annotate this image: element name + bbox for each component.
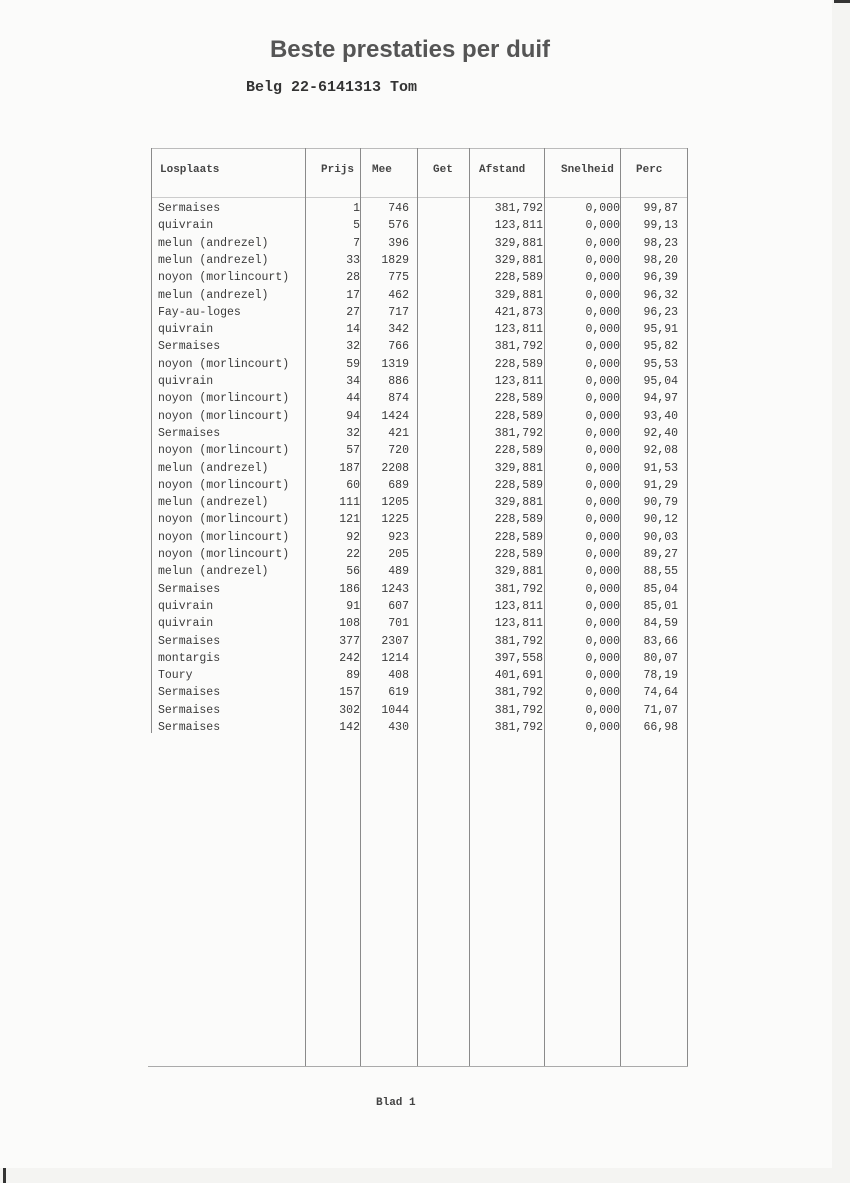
cell-perc: 95,53 [643,357,678,371]
cell-afstand: 123,811 [494,375,543,388]
cell-afstand: 381,792 [494,634,543,648]
cell-perc: 71,07 [643,703,678,717]
cell-losplaats: noyon (morlincourt) [158,444,290,458]
cell-mee: 2208 [381,461,409,475]
page-title: Beste prestaties per duif [269,36,551,63]
cell-snelheid: 0,000 [585,253,620,267]
cell-afstand: 381,792 [494,340,543,354]
cell-prijs: 17 [346,288,360,302]
header-rule [151,197,687,198]
cell-losplaats: noyon (morlincourt) [158,392,290,406]
table-row [148,565,688,582]
cell-afstand: 123,811 [494,219,543,233]
cell-mee: 421 [388,426,409,440]
cell-mee: 1243 [381,582,409,596]
cell-perc: 95,82 [643,340,678,354]
cell-mee: 489 [388,565,409,579]
table-row [148,548,688,565]
cell-prijs: 60 [346,478,360,492]
cell-losplaats: melun (andrezel) [158,288,269,302]
cell-losplaats: melun (andrezel) [158,236,269,250]
cell-mee: 342 [388,323,409,337]
cell-afstand: 228,589 [494,513,543,527]
cell-snelheid: 0,000 [585,686,620,700]
cell-afstand: 397,558 [494,651,543,665]
cell-prijs: 57 [346,444,360,458]
cell-mee: 462 [388,288,409,302]
cell-perc: 83,66 [643,634,678,648]
cell-losplaats: Sermaises [158,721,221,734]
cell-perc: 99,13 [643,219,678,233]
cell-snelheid: 0,000 [585,634,620,648]
results-table [148,148,688,1068]
cell-mee: 2307 [381,634,409,648]
cell-afstand: 228,589 [494,392,543,406]
cell-prijs: 28 [346,271,360,285]
cell-mee: 717 [388,305,409,319]
cell-snelheid: 0,000 [585,202,620,215]
cell-losplaats: noyon (morlincourt) [158,478,290,492]
cell-snelheid: 0,000 [585,721,620,734]
cell-prijs: 27 [346,305,360,319]
table-row [148,254,688,271]
cell-mee: 923 [388,530,409,544]
cell-perc: 95,91 [643,323,678,337]
table-row [148,202,688,219]
cell-mee: 720 [388,444,409,458]
cell-losplaats: noyon (morlincourt) [158,357,290,371]
table-row [148,375,688,392]
table-row [148,600,688,617]
cell-prijs: 1 [353,202,360,215]
table-row [148,323,688,340]
cell-snelheid: 0,000 [585,478,620,492]
table-top-rule [151,148,687,149]
cell-losplaats: Sermaises [158,340,221,354]
cell-perc: 85,01 [643,599,678,613]
cell-perc: 98,23 [643,236,678,250]
table-row [148,635,688,652]
cell-snelheid: 0,000 [585,703,620,717]
cell-afstand: 123,811 [494,323,543,337]
table-row [148,444,688,461]
cell-prijs: 33 [346,253,360,267]
cell-snelheid: 0,000 [585,444,620,458]
cell-afstand: 228,589 [494,444,543,458]
cell-prijs: 186 [339,582,360,596]
cell-snelheid: 0,000 [585,669,620,683]
cell-losplaats: Fay-au-loges [158,305,241,319]
cell-afstand: 401,691 [494,669,543,683]
cell-perc: 89,27 [643,548,678,561]
cell-snelheid: 0,000 [585,461,620,475]
cell-afstand: 381,792 [494,721,543,734]
cell-afstand: 228,589 [494,271,543,285]
cell-losplaats: quivrain [158,599,214,613]
cell-losplaats: Sermaises [158,703,221,717]
cell-perc: 90,79 [643,496,678,510]
cell-afstand: 381,792 [494,582,543,596]
scan-edge-mark [3,1168,6,1183]
cell-losplaats: Sermaises [158,634,221,648]
table-row [148,652,688,669]
cell-perc: 78,19 [643,669,678,683]
cell-losplaats: Sermaises [158,686,221,700]
cell-prijs: 142 [339,721,360,734]
cell-prijs: 5 [353,219,360,233]
cell-snelheid: 0,000 [585,617,620,631]
cell-afstand: 329,881 [494,288,543,302]
cell-mee: 775 [388,271,409,285]
table-row [148,219,688,236]
table-row [148,392,688,409]
cell-mee: 430 [388,721,409,734]
cell-prijs: 14 [346,323,360,337]
cell-mee: 396 [388,236,409,250]
cell-snelheid: 0,000 [585,513,620,527]
cell-losplaats: quivrain [158,617,214,631]
header-perc: Perc [636,164,663,176]
table-row [148,427,688,444]
cell-prijs: 7 [353,236,360,250]
cell-mee: 619 [388,686,409,700]
scan-edge-mark [834,0,850,3]
page-number: Blad 1 [376,1097,416,1109]
cell-losplaats: Toury [158,669,193,683]
cell-mee: 1829 [381,253,409,267]
cell-mee: 1214 [381,651,409,665]
table-row [148,496,688,513]
cell-mee: 408 [388,669,409,683]
cell-snelheid: 0,000 [585,409,620,423]
cell-afstand: 228,589 [494,409,543,423]
cell-snelheid: 0,000 [585,236,620,250]
cell-perc: 85,04 [643,582,678,596]
cell-mee: 576 [388,219,409,233]
cell-losplaats: quivrain [158,323,214,337]
cell-losplaats: Sermaises [158,426,221,440]
cell-prijs: 187 [339,461,360,475]
cell-perc: 74,64 [643,686,678,700]
cell-mee: 886 [388,375,409,388]
cell-snelheid: 0,000 [585,323,620,337]
cell-snelheid: 0,000 [585,496,620,510]
cell-afstand: 329,881 [494,565,543,579]
cell-perc: 96,32 [643,288,678,302]
header-snelheid: Snelheid [561,164,614,176]
cell-afstand: 381,792 [494,426,543,440]
cell-losplaats: noyon (morlincourt) [158,271,290,285]
cell-prijs: 157 [339,686,360,700]
cell-perc: 91,53 [643,461,678,475]
table-row [148,686,688,703]
table-row [148,271,688,288]
cell-afstand: 228,589 [494,548,543,561]
cell-losplaats: melun (andrezel) [158,496,269,510]
cell-losplaats: melun (andrezel) [158,565,269,579]
cell-losplaats: quivrain [158,375,214,388]
cell-losplaats: Sermaises [158,582,221,596]
cell-losplaats: melun (andrezel) [158,253,269,267]
header-losplaats: Losplaats [160,164,220,176]
cell-snelheid: 0,000 [585,651,620,665]
cell-perc: 80,07 [643,651,678,665]
cell-afstand: 329,881 [494,236,543,250]
header-mee: Mee [372,164,392,176]
cell-mee: 874 [388,392,409,406]
cell-snelheid: 0,000 [585,340,620,354]
cell-perc: 90,12 [643,513,678,527]
cell-snelheid: 0,000 [585,375,620,388]
cell-prijs: 91 [346,599,360,613]
table-row [148,479,688,496]
cell-perc: 99,87 [643,202,678,215]
cell-mee: 1205 [381,496,409,510]
cell-prijs: 89 [346,669,360,683]
cell-losplaats: quivrain [158,219,214,233]
cell-afstand: 228,589 [494,478,543,492]
cell-losplaats: noyon (morlincourt) [158,548,290,561]
cell-snelheid: 0,000 [585,288,620,302]
cell-snelheid: 0,000 [585,565,620,579]
pigeon-id: Belg 22-6141313 Tom [246,79,418,96]
header-afstand: Afstand [479,164,526,176]
cell-perc: 94,97 [643,392,678,406]
header-get: Get [433,164,453,176]
cell-afstand: 329,881 [494,253,543,267]
cell-afstand: 228,589 [494,530,543,544]
table-row [148,340,688,357]
cell-prijs: 377 [339,634,360,648]
table-row [148,617,688,634]
cell-prijs: 108 [339,617,360,631]
table-row [148,513,688,530]
cell-snelheid: 0,000 [585,426,620,440]
cell-prijs: 59 [346,357,360,371]
cell-snelheid: 0,000 [585,530,620,544]
cell-snelheid: 0,000 [585,582,620,596]
cell-afstand: 329,881 [494,496,543,510]
cell-perc: 98,20 [643,253,678,267]
cell-perc: 92,40 [643,426,678,440]
table-row [148,289,688,306]
cell-losplaats: noyon (morlincourt) [158,530,290,544]
cell-mee: 766 [388,340,409,354]
cell-snelheid: 0,000 [585,599,620,613]
cell-snelheid: 0,000 [585,271,620,285]
cell-afstand: 329,881 [494,461,543,475]
cell-prijs: 34 [346,375,360,388]
cell-losplaats: noyon (morlincourt) [158,409,290,423]
cell-prijs: 22 [346,548,360,561]
table-row [148,531,688,548]
cell-perc: 91,29 [643,478,678,492]
table-row [148,237,688,254]
cell-mee: 1044 [381,703,409,717]
cell-mee: 1319 [381,357,409,371]
cell-mee: 746 [388,202,409,215]
table-row [148,721,688,738]
header-prijs: Prijs [321,164,355,176]
table-row [148,704,688,721]
cell-losplaats: montargis [158,651,221,665]
cell-snelheid: 0,000 [585,357,620,371]
cell-mee: 607 [388,599,409,613]
table-row [148,306,688,323]
cell-mee: 1225 [381,513,409,527]
cell-mee: 1424 [381,409,409,423]
cell-losplaats: Sermaises [158,202,221,215]
cell-prijs: 94 [346,409,360,423]
cell-snelheid: 0,000 [585,548,620,561]
cell-afstand: 123,811 [494,599,543,613]
cell-prijs: 121 [339,513,360,527]
cell-prijs: 302 [339,703,360,717]
cell-prijs: 32 [346,340,360,354]
cell-afstand: 421,873 [494,305,543,319]
cell-prijs: 111 [339,496,360,510]
table-bottom-rule [148,1066,688,1067]
table-row [148,358,688,375]
cell-afstand: 123,811 [494,617,543,631]
cell-prijs: 92 [346,530,360,544]
cell-perc: 84,59 [643,617,678,631]
cell-prijs: 56 [346,565,360,579]
cell-perc: 88,55 [643,565,678,579]
cell-snelheid: 0,000 [585,305,620,319]
cell-snelheid: 0,000 [585,392,620,406]
cell-prijs: 44 [346,392,360,406]
cell-perc: 96,23 [643,305,678,319]
cell-perc: 96,39 [643,271,678,285]
cell-mee: 701 [388,617,409,631]
cell-prijs: 32 [346,426,360,440]
cell-losplaats: melun (andrezel) [158,461,269,475]
table-row [148,410,688,427]
table-row [148,583,688,600]
cell-afstand: 228,589 [494,357,543,371]
cell-perc: 92,08 [643,444,678,458]
cell-losplaats: noyon (morlincourt) [158,513,290,527]
cell-afstand: 381,792 [494,686,543,700]
cell-perc: 95,04 [643,375,678,388]
table-row [148,462,688,479]
cell-prijs: 242 [339,651,360,665]
table-row [148,669,688,686]
cell-afstand: 381,792 [494,703,543,717]
cell-perc: 66,98 [643,721,678,734]
cell-mee: 689 [388,478,409,492]
cell-afstand: 381,792 [494,202,543,215]
cell-perc: 93,40 [643,409,678,423]
cell-mee: 205 [388,548,409,561]
cell-perc: 90,03 [643,530,678,544]
cell-snelheid: 0,000 [585,219,620,233]
